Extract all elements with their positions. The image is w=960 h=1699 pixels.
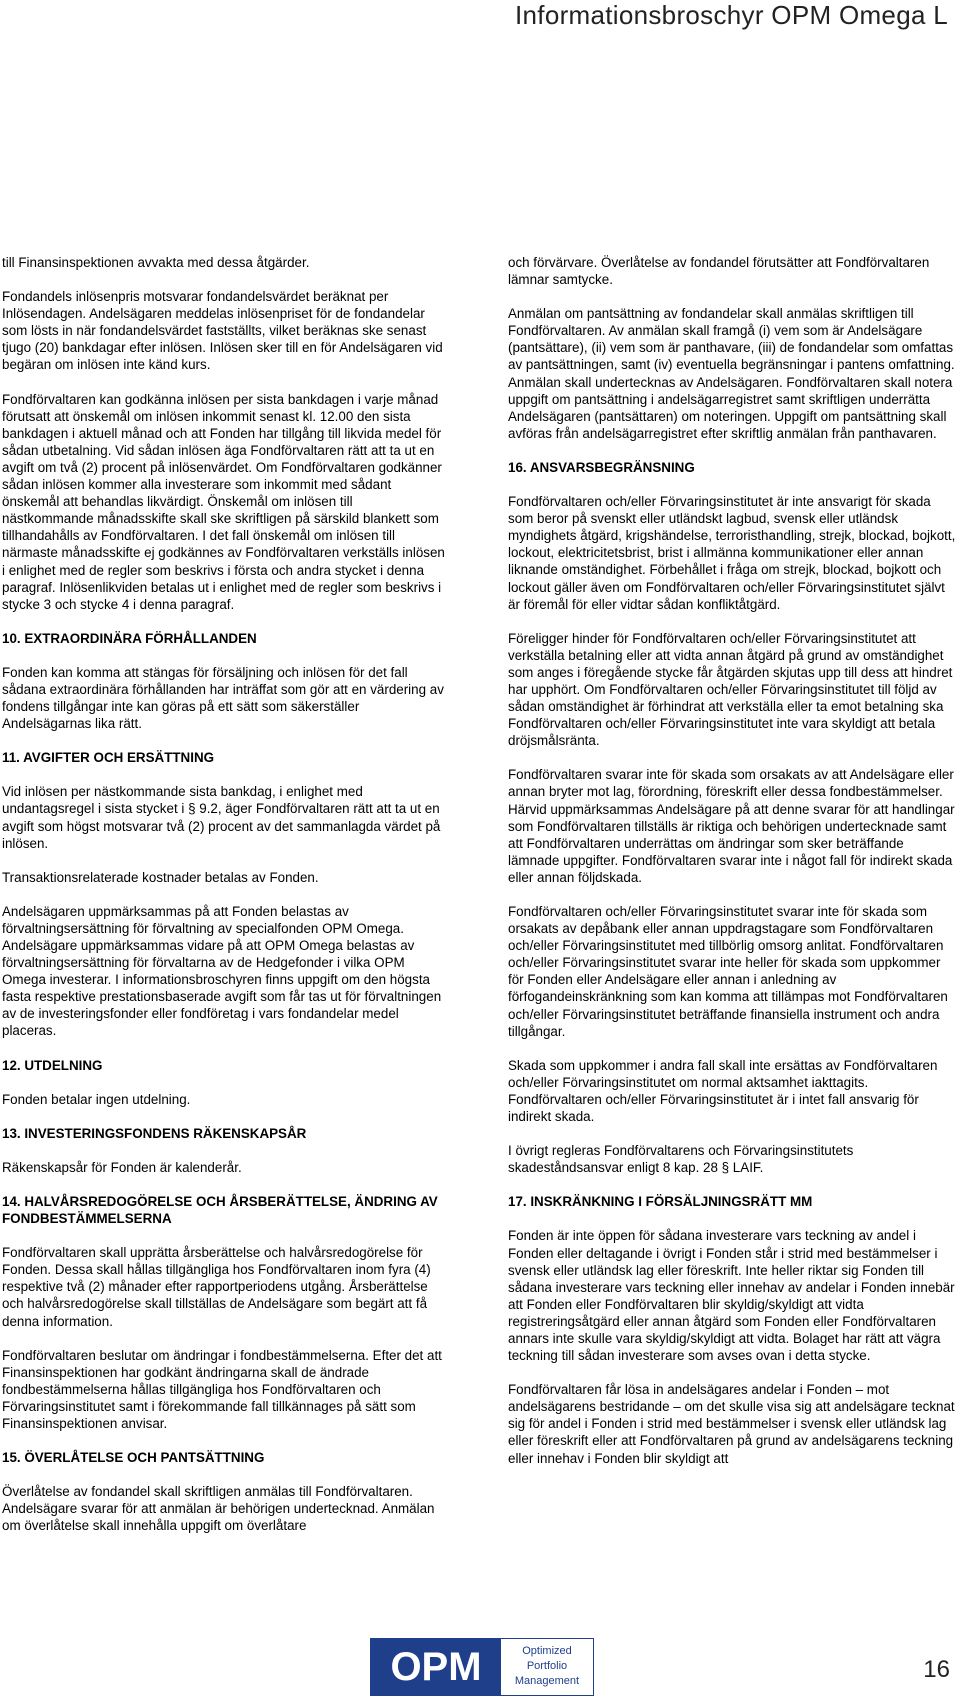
logo-line-3: Management	[514, 1675, 580, 1687]
paragraph: Fondandels inlösenpris motsvarar fondandelsvärdet beräknat per Inlösendagen. Andelsägaren meddelas inlösenpriset för de fondandelar som lösts in när fondandelsvärdet fastställts, vilket beräknas ske senast tjugo (20) bankdagar efter inlösen. Inlösen sker till en för Andelsägaren vid begäran om inlösen inte känd kurs.	[2, 289, 443, 373]
paragraph: och förvärvare. Överlåtelse av fondandel förutsätter att Fondförvaltaren lämnar samtycke.	[508, 255, 930, 288]
paragraph: Fondförvaltaren skall upprätta årsberättelse och halvårsredogörelse för Fonden. Dessa skall hållas tillgängliga hos Fondförvaltaren inom fyra (4) respektive två (2) månader efter rapportperiodens utgång. Årsberättelse och halvårsredogörelse skall tillställas de Andelsägare som begärt att få denna information.	[2, 1245, 431, 1329]
page-header	[0, 0, 960, 32]
paragraph: I övrigt regleras Fondförvaltarens och Förvaringsinstitutets skadeståndsansvar enligt 8 kap. 28 § LAIF.	[508, 1143, 854, 1176]
section-heading: 15. ÖVERLÅTELSE OCH PANTSÄTTNING	[2, 1450, 265, 1466]
paragraph: Fondförvaltaren och/eller Förvaringsinstitutet är inte ansvarigt för skada som beror på svenskt eller utländskt lagbud, svensk eller utländsk myndighets åtgärd, krigshändelse, terroristhandling, strejk, blockad, bojkott, lockout, elektricitetsbrist, brist i allmänna kommunikationer eller annan liknande omständighet. Förbehållet i fråga om strejk, blockad, bojkott och lockout gäller även om Fondförvaltaren och/eller Förvaringsinstitutet självt är föremål för eller vidtar sådan konfliktåtgärd.	[508, 494, 956, 612]
paragraph: Andelsägaren uppmärksammas på att Fonden belastas av förvaltningsersättning för förvaltning av specialfonden OPM Omega. Andelsägare uppmärksammas vidare på att OPM Omega belastas av förvaltningsersättning för förvaltarna av de Hedgefonder i vilka OPM Omega investerar. I informationsbroschyren finns uppgift om den högsta fasta respektive prestationsbaserade avgift som får tas ut för förvaltningen av de investeringsfonder eller fondföretag i vars fondandelar medel placeras.	[2, 903, 442, 1039]
right-column	[508, 254, 958, 1484]
logo-mark	[371, 1639, 501, 1695]
section-heading: 16. ANSVARSBEGRÄNSNING	[508, 459, 695, 475]
paragraph: Fonden är inte öppen för sådana investerare vars teckning av andel i Fonden eller deltagande i övrigt i Fonden står i strid med bestämmelser i svensk eller utländsk lag eller föreskrift. Inte heller riktar sig Fonden till sådana investerare vars teckning eller innehav av andelar i Fonden innebär att Fonden eller Fondförvaltaren blir skyldig/skyldigt att vidta registreringsåtgärd eller annan åtgärd som Fonden eller Fondförvaltaren annars inte skulle vara skyldig/skyldigt att vidta. Bolaget har rätt att vägra teckning till sådan investerare som avses ovan i detta stycke.	[508, 1228, 955, 1364]
logo-tagline	[501, 1639, 593, 1695]
paragraph: Anmälan om pantsättning av fondandelar skall anmälas skriftligen till Fondförvaltaren. Av anmälan skall framgå (i) vem som är Andelsägare (pantsättare), (ii) vem som är panthavare, (iii) de fondandelar som omfattas av pantsättningen, samt (iv) eventuella begränsningar i pantens omfattning. Anmälan skall undertecknas av Andelsägaren. Fondförvaltaren skall notera uppgift om pantsättning i andelsägarregistret samt skriftligen underrätta Andelsägaren (pantsättaren) om noteringen. Uppgift om pantsättning skall avföras från andelsägarregistret efter skriftlig anmälan från panthavaren.	[508, 306, 955, 441]
section-heading: 17. INSKRÄNKNING I FÖRSÄLJNINGSRÄTT MM	[508, 1194, 813, 1210]
logo-line-2: Portfolio	[526, 1660, 568, 1672]
paragraph: Skada som uppkommer i andra fall skall inte ersättas av Fondförvaltaren och/eller Förvaringsinstitutet om normal aktsamhet iakttagits. Fondförvaltaren och/eller Förvaringsinstitutet är i intet fall ansvarig för indirekt skada.	[508, 1057, 938, 1125]
left-column	[2, 254, 447, 1551]
paragraph: Vid inlösen per nästkommande sista bankdag, i enlighet med undantagsregel i sista stycket i § 9.2, äger Fondförvaltaren rätt att ta ut en avgift som högst motsvarar två (2) procent av det sammanlagda värdet på inlösen.	[2, 784, 441, 851]
section-heading: 13. INVESTERINGSFONDENS RÄKENSKAPSÅR	[2, 1125, 307, 1141]
paragraph: Fondförvaltaren kan godkänna inlösen per sista bankdagen i varje månad förutsatt att önskemål om inlösen inkommit senast kl. 12.00 den sista bankdagen i aktuell månad och att Fonden har tillgång till likvida medel för sådan utbetalning. Vid sådan inlösen äga Fondförvaltaren rätt att ta ut en avgift om två (2) procent på inlösenvärdet. Om Fondförvaltaren godkänner sådan inlösen kommer alla investerare som inkommit med sådant önskemål att behandlas likvärdigt. Önskemål om inlösen till nästkommande månadsskifte skall ske skriftligen på särskild blankett som tillhandahålls av Fondförvaltaren. I det fall önskemål om inlösen till närmaste månadsskifte ej godkännes av Fondförvaltaren verkställs inlösen i enlighet med de regler som beskrivs i första och andra stycket i denna paragraf. Inlösenlikviden betalas ut i enlighet med de regler som beskrivs i stycke 3 och stycke 4 i denna paragraf.	[2, 391, 445, 612]
paragraph: Fondförvaltaren får lösa in andelsägares andelar i Fonden – mot andelsägarens bestridande – om det skulle visa sig att andelsägare tecknat sig för andel i Fonden i strid med bestämmelser i svensk eller utländsk lag eller föreskrift eller att Fondförvaltaren på grund av andelsägarens teckning eller innehav i Fonden blir skyldigt att	[508, 1382, 955, 1466]
section-heading: 14. HALVÅRSREDOGÖRELSE OCH ÅRSBERÄTTELSE, ÄNDRING AV FONDBESTÄMMELSERNA	[2, 1193, 438, 1227]
page-number: 16	[923, 1656, 950, 1683]
section-heading: 11. AVGIFTER OCH ERSÄTTNING	[2, 750, 215, 766]
paragraph: Fonden kan komma att stängas för försäljning och inlösen för det fall sådana extraordinära förhållanden har inträffat som gör att en värdering av fondens tillgångar inte kan göras på ett sätt som säkerställer Andelsägarnas lika rätt.	[2, 664, 444, 732]
section-heading: 10. EXTRAORDINÄRA FÖRHÅLLANDEN	[2, 630, 257, 646]
paragraph: Fonden betalar ingen utdelning.	[2, 1091, 191, 1107]
paragraph: Räkenskapsår för Fonden är kalenderår.	[2, 1159, 242, 1175]
paragraph: Föreligger hinder för Fondförvaltaren och/eller Förvaringsinstitutet att verkställa betalning eller att vidta annan åtgärd på grund av omständighet som anges i föregående stycke får åtgärden skjutas upp till dess att hindret har upphört. Om Fondförvaltaren och/eller Förvaringsinstitutet till följd av sådan omständighet är förhindrat att verkställa eller ta emot betalning ska Fondförvaltaren och/eller Förvaringsinstitutet inte vara skyldigt att betala dröjsmålsränta.	[508, 630, 953, 749]
paragraph: Överlåtelse av fondandel skall skriftligen anmälas till Fondförvaltaren. Andelsägare svarar för att anmälan är behörigen undertecknad. Anmälan om överlåtelse skall innehålla uppgift om överlåtare	[2, 1484, 435, 1534]
section-heading: 12. UTDELNING	[2, 1057, 103, 1073]
paragraph: Fondförvaltaren beslutar om ändringar i fondbestämmelserna. Efter det att Finansinspektionen har godkänt ändringarna skall de ändrade fondbestämmelserna hållas tillgängliga hos Fondförvaltaren och Förvaringsinstitutet samt i förekommande fall tillkännages på sätt som Finansinspektionen anvisar.	[2, 1347, 442, 1431]
logo-line-1: Optimized	[522, 1645, 572, 1657]
paragraph: Transaktionsrelaterade kostnader betalas av Fonden.	[2, 869, 319, 885]
page-footer	[0, 1626, 960, 1699]
document-title: Informationsbroschyr OPM Omega L	[515, 0, 948, 30]
paragraph: Fondförvaltaren och/eller Förvaringsinstitutet svarar inte för skada som orsakats av depåbank eller annan uppdragstagare som Fondförvaltaren och/eller Förvaringsinstitutet med tillbörlig omsorg anlitat. Fondförvaltaren och/eller Förvaringsinstitutet svarar inte heller för skada som uppkommer för Fonden eller Andelsägare eller annan i anledning av förfogandeinskränkning som kan komma att tillämpas mot Fondförvaltaren och/eller Förvaringsinstitutet beträffande finansiella instrument och andra tillgångar.	[508, 904, 948, 1039]
paragraph: till Finansinspektionen avvakta med dessa åtgärder.	[2, 255, 310, 270]
opm-logo	[370, 1638, 594, 1696]
paragraph: Fondförvaltaren svarar inte för skada som orsakats av att Andelsägare eller annan bryter mot lag, förordning, föreskrift eller dessa fondbestämmelser. Härvid uppmärksammas Andelsägare på att denne svarar för att handlingar som Fondförvaltaren tillställs är riktiga och behörigen undertecknade samt att Fondförvaltaren underrättas om ändringar som sker beträffande lämnade uppgifter. Fondförvaltaren svarar inte i något fall för indirekt skada eller annan följdskada.	[508, 767, 955, 885]
logo-word: OPM	[390, 1645, 482, 1689]
